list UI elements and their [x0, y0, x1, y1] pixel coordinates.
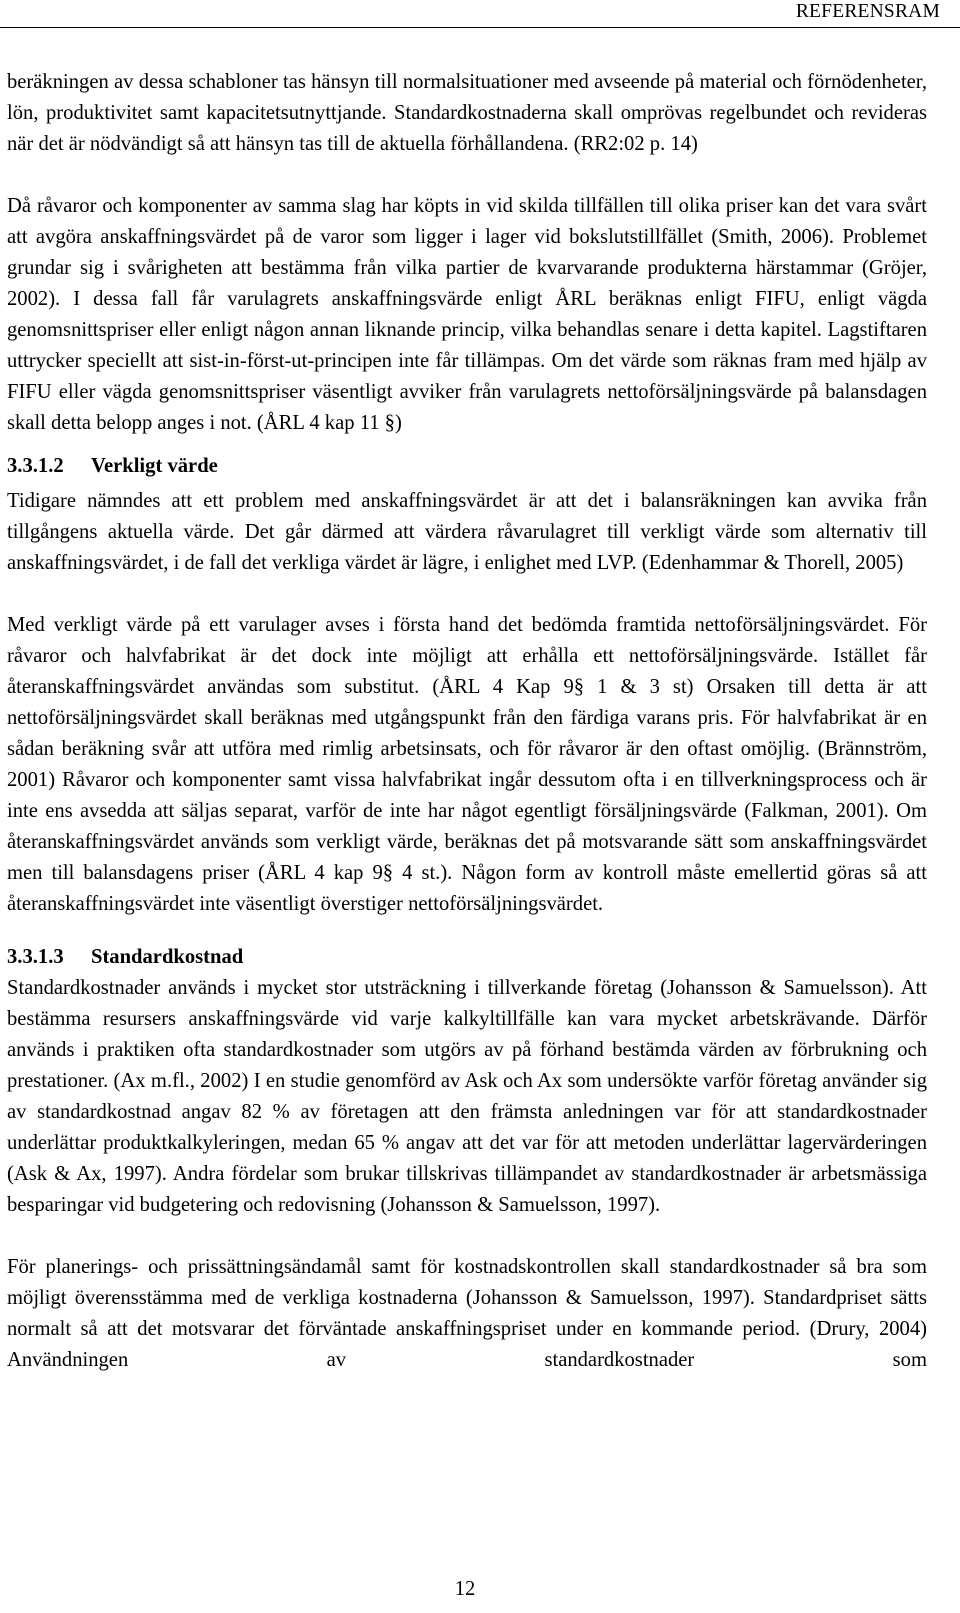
paragraph-standardkostnad-intro: Standardkostnader används i mycket stor utsträckning i tillverkande företag (Johansson & Samuelsson). Att bestämma resursers anskaffningsvärde vid varje kalkyltillfälle kan vara mycket arbetskrävande. Därför används i praktiken ofta standardkostnader som utgörs av på förhand bestämda värden av förbrukning och prestationer. (Ax m.fl., 2002) I en studie genomförd av Ask och Ax som undersökte varför företag använder sig av standardkostnad angav 82 % av företagen att den främsta anledningen var för att standardkostnader underlättar produktkalkyleringen, medan 65 % angav att det var för att metoden underlättar lagervärderingen (Ask & Ax, 1997). Andra fördelar som brukar tillskrivas tillämpandet av standardkostnader är arbetsmässiga besparingar vid budgetering och redovisning (Johansson & Samuelsson, 1997). [7, 977, 927, 1216]
section-number: 3.3.1.3 [7, 946, 64, 968]
running-header-title: REFERENSRAM [795, 1, 940, 22]
section-number: 3.3.1.2 [7, 455, 64, 477]
section-title: Verkligt värde [91, 455, 218, 477]
paragraph-verkligt-varde-detail: Med verkligt värde på ett varulager avses i första hand det bedömda framtida nettoförsäljningsvärdet. För råvaror och halvfabrikat är det dock inte möjligt att erhålla ett nettoförsäljningsvärde. Istället får återanskaffningsvärdet användas som substitut. (ÅRL 4 Kap 9§ 1 & 3 st) Orsaken till detta är att nettoförsäljningsvärdet skall beräknas med utgångspunkt från den färdiga varans pris. För halvfabrikat är en sådan beräkning svår att utföra med rimlig arbetsinsats, och för råvaror är den oftast omöjlig. (Brännström, 2001) Råvaror och komponenter samt vissa halvfabrikat ingår dessutom ofta i en tillverkningsprocess och är inte ens avsedda att säljas separat, varför de inte har något egentligt försäljningsvärde (Falkman, 2001). Om återanskaffningsvärdet används som verkligt värde, beräknas det på motsvarande sätt som anskaffningsvärdet men till balansdagens priser (ÅRL 4 kap 9§ 4 st.). Någon form av kontroll måste emellertid göras så att återanskaffningsvärdet inte väsentligt överstiger nettoförsäljningsvärdet. [7, 614, 927, 915]
paragraph-gap [7, 160, 927, 191]
paragraph-verkligt-varde-intro: Tidigare nämndes att ett problem med anskaffningsvärdet är att det i balansräkningen kan avvika från tillgångens aktuella värde. Det går därmed att värdera råvarulagret till verkligt värde som alternativ till anskaffningsvärdet, i de fall det verkliga värdet är lägre, i enlighet med LVP. (Edenhammar & Thorell, 2005) [7, 490, 927, 574]
section-heading-verkligt-varde [7, 451, 927, 482]
section-heading-standardkostnad [7, 942, 927, 973]
paragraph-gap [7, 1221, 927, 1252]
paragraph-gap [7, 439, 927, 451]
paragraph-standardkostnad-planering: För planerings- och prissättningsändamål samt för kostnadskontrollen skall standardkostnader så bra som möjligt överensstämma med de verkliga kostnaderna (Johansson & Samuelsson, 1997). Standardpriset sätts normalt så att det motsvarar det förväntade anskaffningspriset under en kommande period. (Drury, 2004) Användningen av standardkostnader som [7, 1256, 927, 1371]
page-body [7, 67, 927, 1376]
section-title: Standardkostnad [91, 946, 244, 968]
paragraph-gap [7, 579, 927, 610]
header-rule [0, 27, 960, 28]
paragraph-gap [7, 920, 927, 942]
paragraph-schabloner: beräkningen av dessa schabloner tas hänsyn till normalsituationer med avseende på material och förnödenheter, lön, produktivitet samt kapacitetsutnyttjande. Standardkostnaderna skall omprövas regelbundet och revideras när det är nödvändigt så att hänsyn tas till de aktuella förhållandena. (RR2:02 p. 14) [7, 71, 927, 155]
page-number: 12 [454, 1578, 476, 1600]
page-header [0, 0, 960, 38]
paragraph-ravaror-anskaffningsvarde: Då råvaror och komponenter av samma slag har köpts in vid skilda tillfällen till olika priser kan det vara svårt att avgöra anskaffningsvärdet på de varor som ligger i lager vid bokslutstillfället (Smith, 2006). Problemet grundar sig i svårigheten att bestämma från vilka partier de kvarvarande produkterna härstammar (Gröjer, 2002). I dessa fall får varulagrets anskaffningsvärde enligt ÅRL beräknas enligt FIFU, enligt vägda genomsnittspriser eller enligt någon annan liknande princip, vilka behandlas senare i detta kapitel. Lagstiftaren uttrycker speciellt att sist-in-först-ut-principen inte får tillämpas. Om det värde som räknas fram med hjälp av FIFU eller vägda genomsnittspriser väsentligt avviker från varulagrets nettoförsäljningsvärde på balansdagen skall detta belopp anges i not. (ÅRL 4 kap 11 §) [7, 195, 927, 434]
